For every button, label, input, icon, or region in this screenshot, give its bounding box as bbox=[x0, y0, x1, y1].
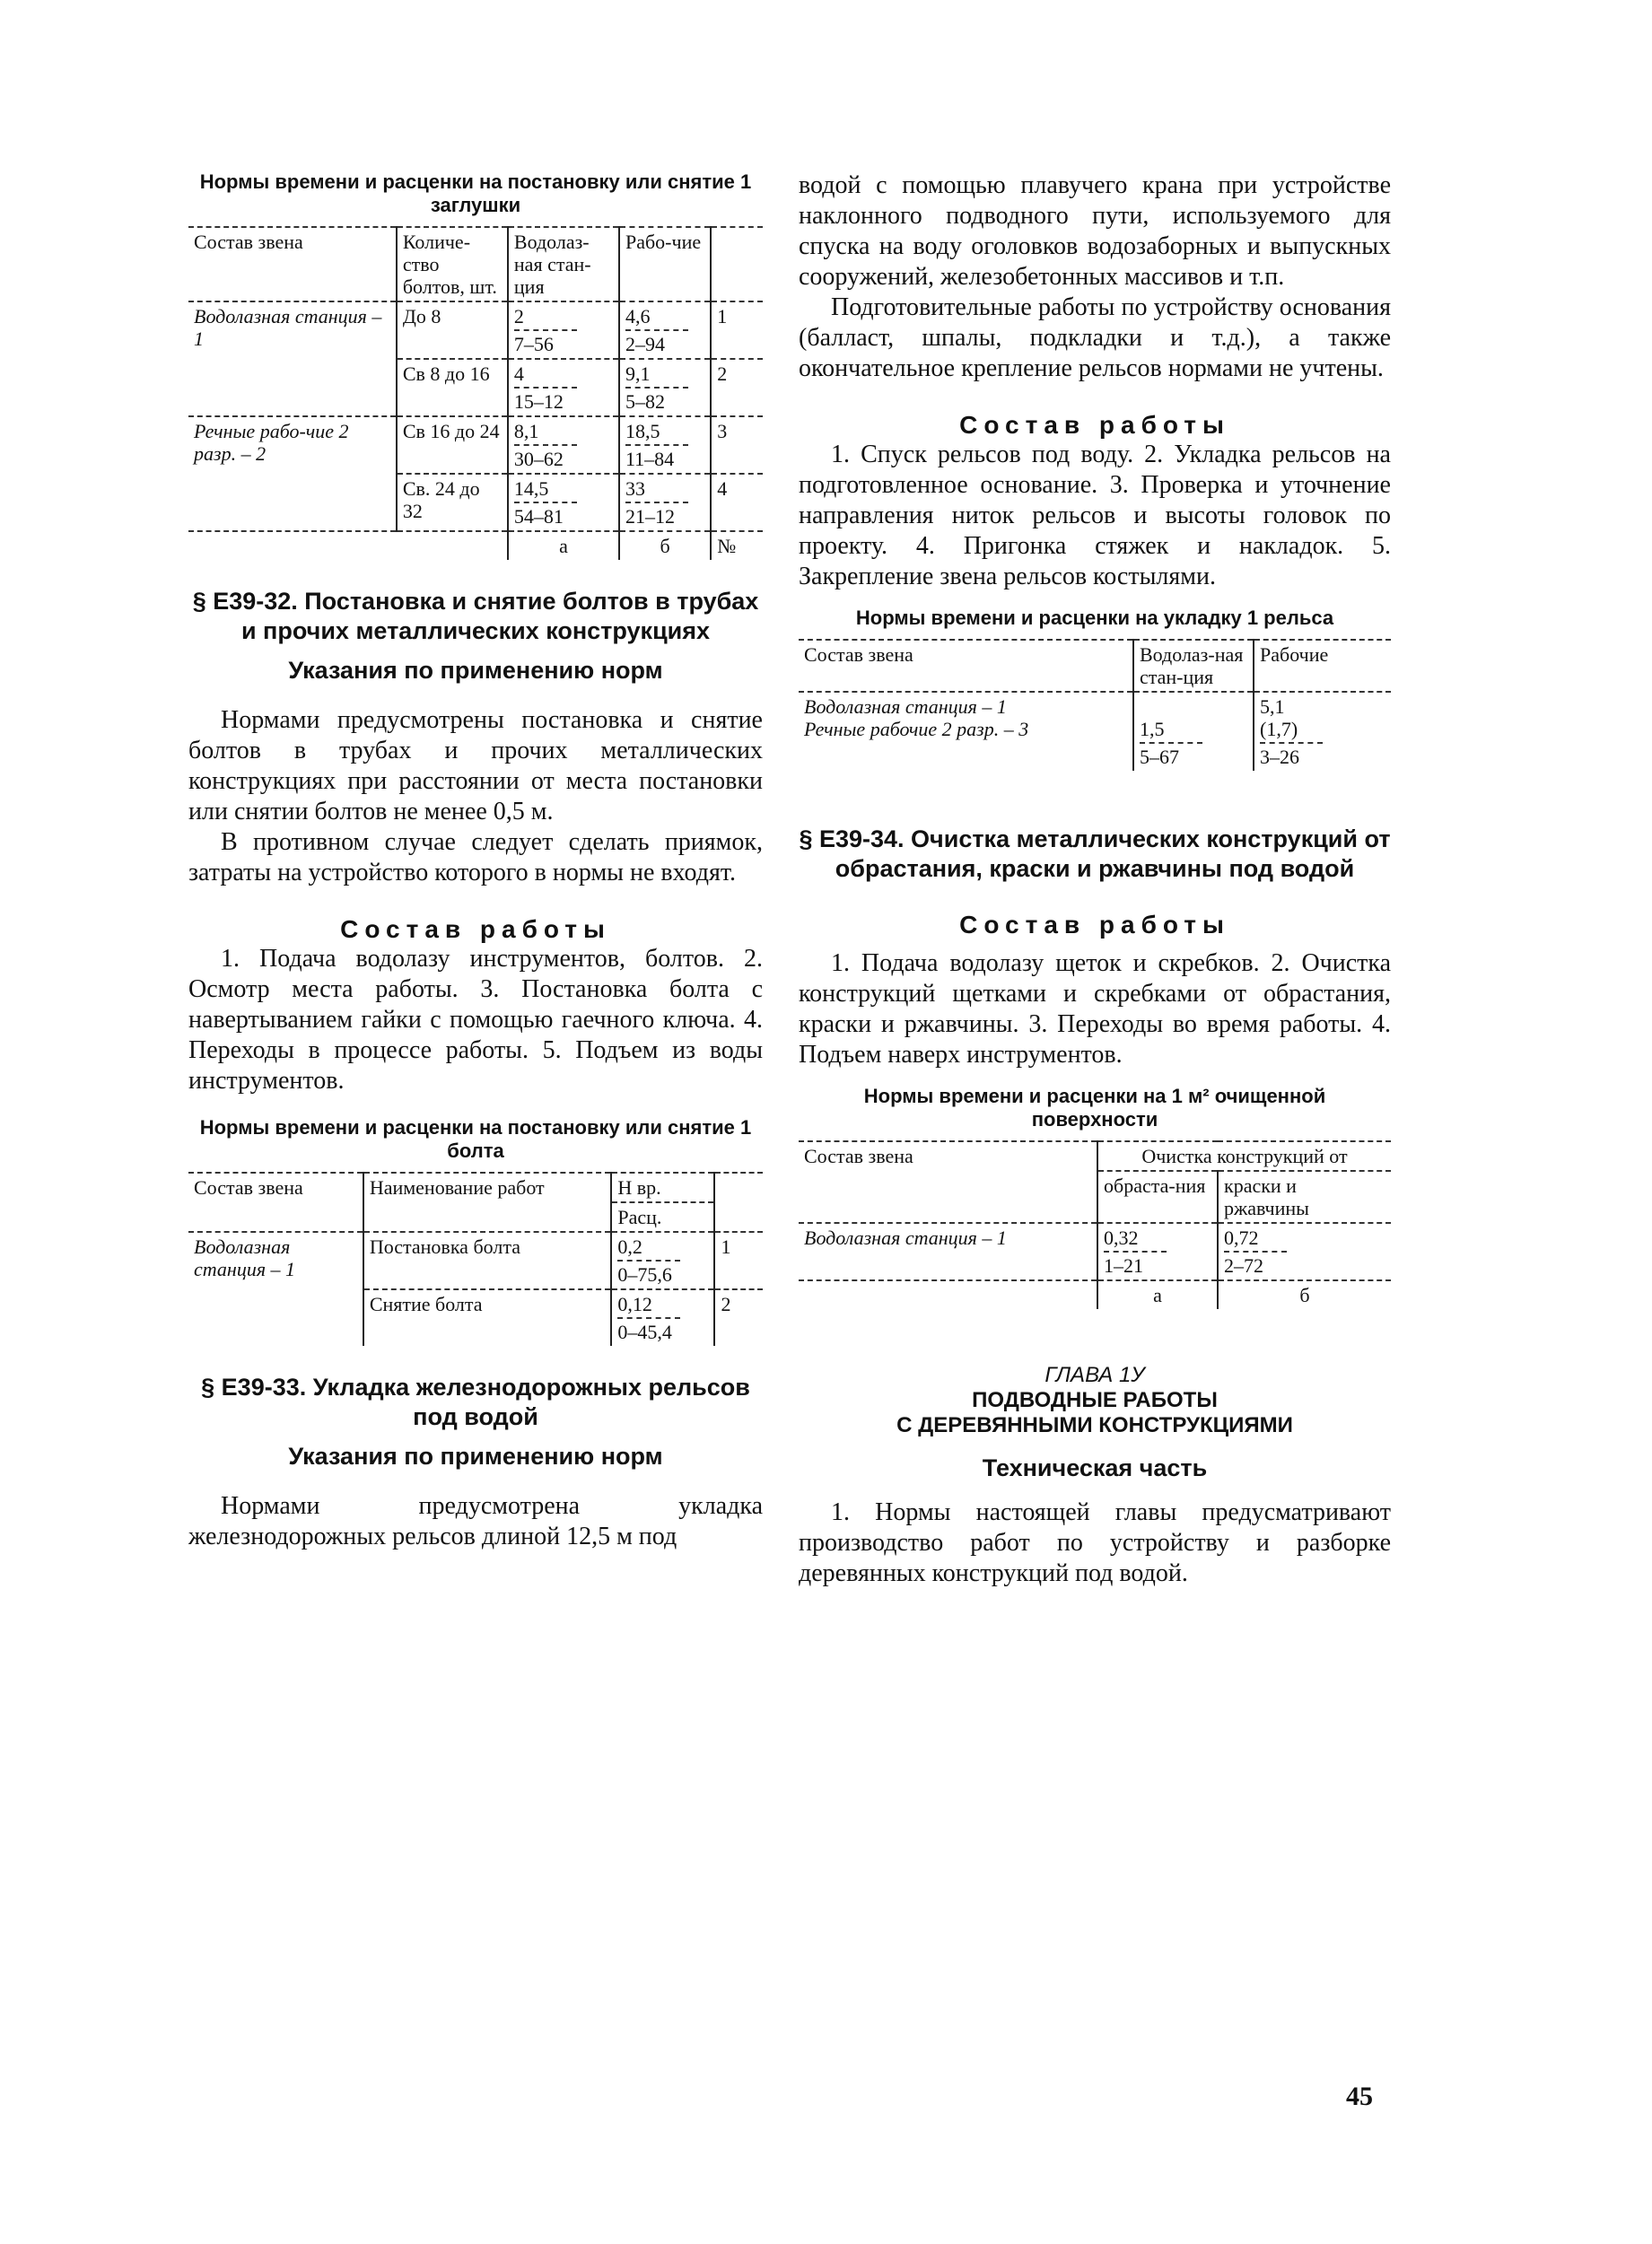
cell: 0–45,4 bbox=[617, 1321, 672, 1343]
work-title: Состав работы bbox=[959, 911, 1230, 939]
table2-header: Состав звена bbox=[188, 1173, 363, 1232]
table3-header: Рабочие bbox=[1254, 640, 1391, 692]
table1-header: Состав звена bbox=[188, 227, 397, 301]
chapter-title: С ДЕРЕВЯННЫМИ КОНСТРУКЦИЯМИ bbox=[896, 1413, 1293, 1437]
cell: б bbox=[619, 531, 711, 560]
cell: 4 bbox=[711, 474, 763, 531]
cell: Св. 24 до 32 bbox=[397, 474, 508, 531]
cell: 1–21 bbox=[1104, 1254, 1143, 1277]
paragraph: водой с помощью плавучего крана при устройстве наклонного подводного пути, используемого для спуска на воду оголовков водозаборных и выпускных сооружений, железобетонных массивов и т.п. bbox=[799, 171, 1391, 291]
table3-crew: Речные рабочие 2 разр. – 3 bbox=[804, 718, 1029, 740]
cell: 3–26 bbox=[1260, 746, 1299, 768]
section-title: § Е39-32. Постановка и снятие болтов в трубах и прочих металлических конструкциях bbox=[192, 588, 759, 644]
table2-header: Расц. bbox=[611, 1202, 714, 1232]
table1 bbox=[188, 226, 763, 560]
cell: 33 bbox=[625, 477, 688, 503]
table2-header: Наименование работ bbox=[363, 1173, 612, 1232]
cell: 8,1 bbox=[514, 420, 577, 446]
cell: 0–75,6 bbox=[617, 1263, 672, 1286]
cell: 1 bbox=[714, 1232, 763, 1289]
cell: Св 16 до 24 bbox=[397, 416, 508, 474]
cell: Св 8 до 16 bbox=[397, 359, 508, 416]
table3-title: Нормы времени и расценки на укладку 1 рельса bbox=[855, 607, 1334, 629]
cell: 4,6 bbox=[625, 305, 688, 331]
cell: 1 bbox=[711, 301, 763, 359]
table4-title: Нормы времени и расценки на 1 м² очищенной поверхности bbox=[863, 1085, 1326, 1131]
table-row bbox=[188, 416, 763, 474]
table-row bbox=[188, 301, 763, 359]
paragraph: Подготовительные работы по устройству основания (балласт, шпалы, подкладки и т.д.), а также окончательное крепление рельсов нормами не учтены. bbox=[799, 293, 1391, 382]
chapter-label: ГЛАВА 1У bbox=[1045, 1363, 1145, 1387]
cell: 1,5 bbox=[1140, 718, 1202, 744]
cell: 2–94 bbox=[625, 333, 665, 355]
table1-title: Нормы времени и расценки на постановку или снятие 1 заглушки bbox=[199, 170, 752, 216]
table4 bbox=[799, 1140, 1391, 1309]
section-title: § Е39-33. Укладка железнодорожных рельсов под водой bbox=[201, 1374, 750, 1430]
chapter-title: ПОДВОДНЫЕ РАБОТЫ bbox=[972, 1388, 1218, 1412]
work-title: Состав работы bbox=[959, 411, 1230, 439]
cell: 0,32 bbox=[1104, 1227, 1167, 1253]
table1-header: Рабо-чие bbox=[619, 227, 711, 301]
table3 bbox=[799, 639, 1391, 771]
cell: 30–62 bbox=[513, 448, 564, 470]
cell: 3 bbox=[711, 416, 763, 474]
table4-header: краски и ржавчины bbox=[1218, 1171, 1391, 1223]
paragraph: 1. Подача водолазу щеток и скребков. 2. Очистка конструкций щетками и скребками от обрастания, краски и ржавчины. 3. Переходы во время работы. 4. Подъем наверх инструментов. bbox=[799, 949, 1391, 1069]
left-column bbox=[188, 170, 763, 1552]
cell: 21–12 bbox=[625, 505, 675, 528]
cell: 14,5 bbox=[514, 477, 577, 503]
cell: 2 bbox=[711, 359, 763, 416]
table1-crew: Речные рабо-чие 2 разр. – 2 bbox=[194, 420, 349, 465]
right-column bbox=[799, 170, 1391, 1589]
cell: 18,5 bbox=[625, 420, 688, 446]
paragraph: 1. Спуск рельсов под воду. 2. Укладка рельсов на подготовленное основание. 3. Проверка и уточнение направления ниток рельсов и высоты головок по проекту. 4. Пригонка стяжек и накладок. 5. Закрепление звена рельсов костылями. bbox=[799, 441, 1391, 590]
cell: До 8 bbox=[397, 301, 508, 359]
cell: б bbox=[1218, 1280, 1391, 1309]
cell: Снятие болта bbox=[363, 1289, 612, 1346]
paragraph: Нормами предусмотрена укладка железнодорожных рельсов длиной 12,5 м под bbox=[188, 1492, 763, 1550]
section-title: § Е39-34. Очистка металлических конструкций от обрастания, краски и ржавчины под водой bbox=[799, 825, 1391, 882]
table4-crew: Водолазная станция – 1 bbox=[804, 1227, 1007, 1249]
cell: 2 bbox=[514, 305, 577, 331]
table3-crew: Водолазная станция – 1 bbox=[804, 695, 1007, 718]
cell: а bbox=[508, 531, 619, 560]
cell: 7–56 bbox=[513, 333, 554, 355]
table-row bbox=[188, 531, 763, 560]
cell: (1,7) bbox=[1260, 718, 1323, 744]
table4-header: Очистка конструкций от bbox=[1097, 1141, 1391, 1171]
table3-header: Состав звена bbox=[799, 640, 1133, 692]
section-subtitle: Указания по применению норм bbox=[288, 1443, 663, 1470]
paragraph: 1. Подача водолазу инструментов, болтов. 2. Осмотр места работы. 3. Постановка болта с навертыванием гайки с помощью гаечного ключа. 4. Переходы в процессе работы. 5. Подъем из воды инструментов. bbox=[188, 945, 763, 1095]
table1-crew: Водолазная станция – 1 bbox=[194, 305, 382, 350]
table3-header: Водолаз-ная стан-ция bbox=[1133, 640, 1254, 692]
table4-header: Состав звена bbox=[799, 1141, 1097, 1223]
table-row bbox=[799, 1223, 1391, 1280]
paragraph: В противном случае следует сделать приямок, затраты на устройство которого в нормы не входят. bbox=[188, 828, 763, 886]
cell: Постановка болта bbox=[363, 1232, 612, 1289]
cell: 15–12 bbox=[513, 390, 564, 413]
table2-crew: Водолазная станция – 1 bbox=[194, 1236, 296, 1280]
cell: 9,1 bbox=[625, 362, 688, 389]
cell: 2–72 bbox=[1224, 1254, 1263, 1277]
cell: а bbox=[1097, 1280, 1218, 1309]
table-row bbox=[188, 1232, 763, 1289]
page-number: 45 bbox=[1346, 2082, 1373, 2111]
table2-header: Н вр. bbox=[611, 1173, 714, 1202]
table1-header: Количе-ство болтов, шт. bbox=[397, 227, 508, 301]
section-subtitle: Указания по применению норм bbox=[288, 657, 663, 684]
table2 bbox=[188, 1172, 763, 1346]
table1-header: Водолаз-ная стан-ция bbox=[508, 227, 619, 301]
table2-title: Нормы времени и расценки на постановку или снятие 1 болта bbox=[199, 1116, 752, 1162]
cell: 2 bbox=[714, 1289, 763, 1346]
table-row bbox=[799, 1280, 1391, 1309]
table4-header: обраста-ния bbox=[1097, 1171, 1218, 1223]
cell: 5–67 bbox=[1140, 746, 1179, 768]
chapter-subtitle: Техническая часть bbox=[982, 1454, 1208, 1481]
cell: 0,72 bbox=[1224, 1227, 1287, 1253]
cell: 11–84 bbox=[625, 448, 675, 470]
cell: 5–82 bbox=[625, 390, 665, 413]
cell: 4 bbox=[514, 362, 577, 389]
cell: 0,12 bbox=[617, 1293, 680, 1319]
paragraph: 1. Нормы настоящей главы предусматривают производство работ по устройству и разборке деревянных конструкций под водой. bbox=[799, 1498, 1391, 1587]
cell: № bbox=[711, 531, 763, 560]
table-row bbox=[799, 692, 1391, 771]
cell: 0,2 bbox=[617, 1236, 680, 1262]
work-title: Состав работы bbox=[340, 915, 611, 943]
cell: 54–81 bbox=[513, 505, 564, 528]
cell: 5,1 bbox=[1260, 695, 1285, 718]
paragraph: Нормами предусмотрены постановка и снятие болтов в трубах и прочих металлических конструкциях при расстоянии от места постановки или снятии болтов не менее 0,5 м. bbox=[188, 706, 763, 825]
